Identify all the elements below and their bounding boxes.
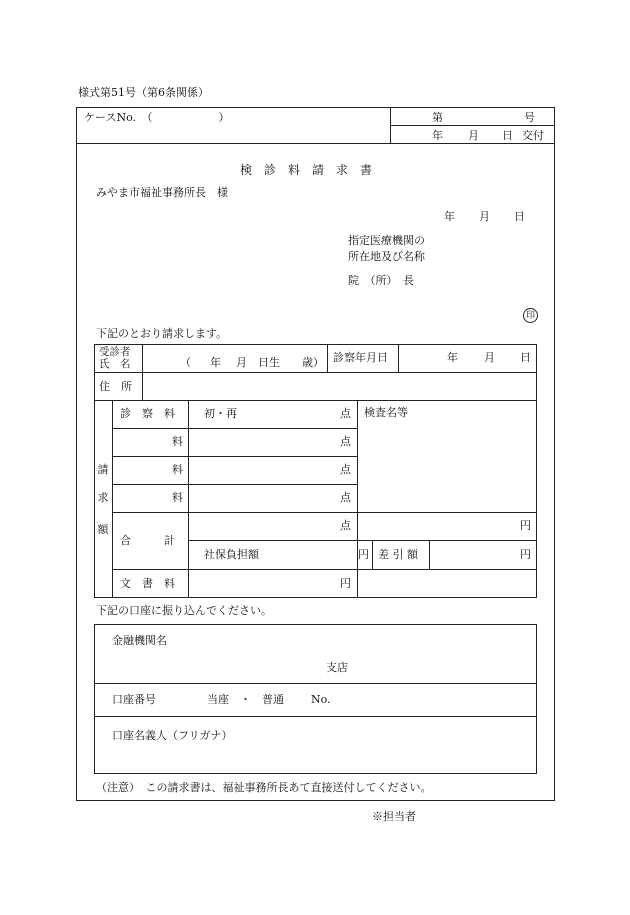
birth-year: 年 bbox=[210, 356, 221, 369]
claim-row-4-unit: 点 bbox=[340, 491, 351, 504]
exam-name-label: 検査名等 bbox=[364, 406, 408, 419]
claim-vlabel-1: 請 bbox=[97, 463, 109, 476]
patient-label-top: 受診者 bbox=[99, 346, 131, 358]
claim-row-3-label: 料 bbox=[172, 463, 183, 476]
claim-row-line-3 bbox=[112, 484, 357, 485]
account-no-mark: No. bbox=[311, 693, 331, 706]
bank-row-line-2 bbox=[94, 716, 537, 717]
difference-unit: 円 bbox=[520, 548, 531, 561]
birth-age: 歳） bbox=[302, 356, 324, 369]
claim-row-1-type: 初・再 bbox=[204, 407, 237, 420]
claim-row-2-unit: 点 bbox=[340, 435, 351, 448]
document-fee-label: 文 書 料 bbox=[120, 577, 175, 590]
exam-date-divider-left bbox=[327, 344, 328, 372]
request-text: 下記のとおり請求します。 bbox=[96, 327, 228, 340]
page-title: 検 診 料 請 求 書 bbox=[240, 163, 373, 177]
claim-row-3-unit: 点 bbox=[340, 463, 351, 476]
claim-row-4-label: 料 bbox=[172, 491, 183, 504]
date-month: 月 bbox=[479, 210, 490, 223]
claim-table bbox=[94, 344, 537, 598]
difference-divider bbox=[429, 540, 430, 569]
issue-koufu: 交付 bbox=[522, 129, 544, 142]
birth-day: 日生 bbox=[258, 356, 280, 369]
claim-vlabel-2: 求 bbox=[97, 491, 109, 504]
addressee: みやま市福祉事務所長 様 bbox=[96, 186, 228, 199]
difference-label: 差 引 額 bbox=[378, 548, 418, 561]
bank-name-label: 金融機関名 bbox=[112, 634, 167, 647]
seal-mark: 印 bbox=[523, 308, 538, 323]
claim-row-2-label: 料 bbox=[172, 435, 183, 448]
institution-line1: 指定医療機関の bbox=[348, 234, 425, 247]
account-type: 当座 ・ 普通 bbox=[207, 693, 284, 706]
date-year: 年 bbox=[444, 210, 455, 223]
date-day: 日 bbox=[514, 210, 525, 223]
exam-day: 日 bbox=[520, 351, 531, 364]
patient-label-bottom: 氏 名 bbox=[99, 358, 131, 370]
claim-row-line-1 bbox=[112, 428, 357, 429]
birth-month: 月 bbox=[236, 356, 247, 369]
staff-label: ※担当者 bbox=[372, 810, 416, 823]
form-number: 様式第51号（第6条関係） bbox=[78, 86, 209, 99]
patient-row-bottom bbox=[94, 372, 537, 373]
claim-row-line-5 bbox=[188, 540, 537, 541]
claim-row-line-4 bbox=[112, 512, 537, 513]
social-burden-unit: 円 bbox=[358, 548, 369, 561]
header-bottom-line bbox=[76, 143, 555, 144]
total-label: 合 計 bbox=[120, 534, 175, 547]
address-label: 住 所 bbox=[99, 380, 132, 393]
issue-month: 月 bbox=[468, 129, 479, 142]
address-row-bottom bbox=[94, 400, 537, 401]
claim-row-line-6 bbox=[112, 569, 537, 570]
account-no-label: 口座番号 bbox=[112, 693, 156, 706]
social-burden-divider bbox=[372, 540, 373, 569]
transfer-text: 下記の口座に振り込んでください。 bbox=[96, 604, 272, 617]
note-text: （注意） この請求書は、福祉事務所長あて直接送付してください。 bbox=[96, 781, 432, 794]
birth-open: （ bbox=[180, 356, 191, 369]
case-no: ケースNo. （ ） bbox=[84, 111, 230, 124]
claim-row-1-unit: 点 bbox=[340, 407, 351, 420]
exam-month: 月 bbox=[484, 351, 495, 364]
total-yen-unit: 円 bbox=[520, 519, 531, 532]
document-fee-unit: 円 bbox=[340, 577, 351, 590]
exam-date-divider-right bbox=[398, 344, 399, 372]
exam-date-label: 診察年月日 bbox=[333, 351, 388, 364]
claim-vlabel-3: 額 bbox=[97, 523, 109, 536]
issue-day: 日 bbox=[502, 129, 513, 142]
social-burden-label: 社保負担額 bbox=[204, 548, 259, 561]
claim-row-1-label: 診 察 料 bbox=[120, 407, 175, 420]
issue-box-line bbox=[390, 125, 555, 126]
issue-go: 号 bbox=[524, 111, 535, 124]
claim-row-line-2 bbox=[112, 456, 357, 457]
bank-branch-label: 支店 bbox=[326, 661, 348, 674]
account-holder-label: 口座名義人（フリガナ） bbox=[112, 729, 233, 742]
total-points-unit: 点 bbox=[340, 519, 351, 532]
bank-row-line-1 bbox=[94, 683, 537, 684]
institution-head: 院 （所） 長 bbox=[348, 274, 414, 287]
issue-dai: 第 bbox=[432, 111, 443, 124]
issue-year: 年 bbox=[432, 129, 443, 142]
institution-line2: 所在地及び名称 bbox=[348, 250, 425, 263]
exam-year: 年 bbox=[447, 351, 458, 364]
